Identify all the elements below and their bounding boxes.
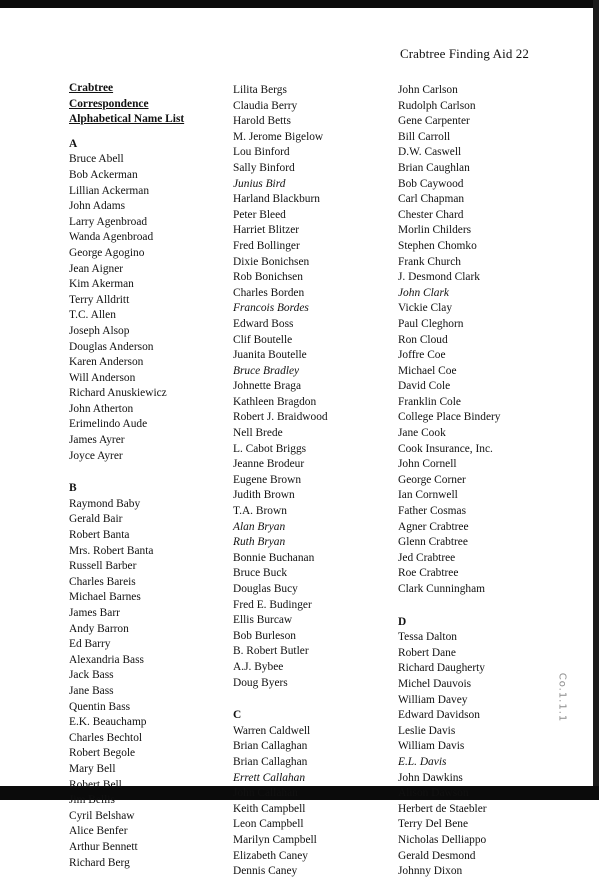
correspondent-name: Will Anderson	[69, 371, 136, 384]
correspondent-name: James Ayrer	[69, 434, 125, 447]
handwritten-margin-note: Co.1.1.1	[556, 672, 568, 723]
correspondent-name: Karen Anderson	[69, 356, 144, 369]
correspondent-name: Bob Ackerman	[69, 168, 138, 181]
correspondent-name: Terry Alldritt	[69, 293, 130, 306]
correspondent-name: John Carlson	[398, 84, 458, 96]
correspondent-name: Bruce Buck	[233, 567, 288, 580]
header-page-number: 22	[515, 46, 529, 61]
correspondent-name: Bruce Bradley	[233, 364, 300, 377]
name-column-2	[233, 83, 328, 880]
correspondent-name: Stephen Chomko	[398, 239, 477, 252]
correspondent-name: Robert Banta	[69, 529, 130, 542]
correspondent-name: Lilita Bergs	[233, 84, 287, 96]
correspondent-name: Judith Brown	[233, 489, 295, 502]
section-letter-d: D	[398, 615, 407, 628]
correspondent-name: Lillian Ackerman	[69, 184, 150, 197]
correspondent-name: Michel Dauvois	[398, 677, 472, 690]
correspondent-name: Fred Bollinger	[233, 239, 300, 252]
correspondent-name: Robert J. Braidwood	[233, 411, 328, 424]
correspondent-name: Jed Crabtree	[398, 551, 456, 564]
correspondent-name: Raymond Baby	[69, 497, 141, 510]
correspondent-name: Fred E. Budinger	[233, 598, 312, 611]
correspondent-name: Michael Coe	[398, 364, 457, 377]
correspondent-name: Herbert de Staebler	[398, 802, 487, 815]
title-line: Correspondence	[69, 97, 149, 110]
correspondent-name: Russell Barber	[69, 560, 137, 573]
correspondent-name: Robert Bell	[69, 778, 122, 791]
section-letter-a: A	[69, 137, 78, 150]
correspondent-name: Dennis Caney	[233, 865, 298, 878]
correspondent-name: Harriet Blitzer	[233, 224, 300, 237]
correspondent-name: Erimelindo Aude	[69, 418, 148, 431]
page-header	[400, 46, 529, 62]
correspondent-name: Jack Bass	[69, 669, 114, 682]
correspondent-name: Arthur Bennett	[69, 840, 138, 853]
title-line: Alphabetical Name List	[69, 113, 185, 126]
correspondent-name: Wanda Agenbroad	[69, 231, 154, 244]
correspondent-name: John Cornell	[398, 458, 457, 471]
correspondent-name: Joffre Coe	[398, 349, 446, 362]
correspondent-name: Bruce Abell	[69, 153, 124, 166]
correspondent-name: Franklin Cole	[398, 395, 461, 408]
correspondent-name: Terry Del Bene	[398, 818, 469, 831]
correspondent-name: J. Desmond Clark	[398, 271, 480, 284]
correspondent-name: Father Cosmas	[398, 505, 467, 518]
correspondent-name: Errett Callahan	[233, 771, 306, 784]
correspondent-name: James Barr	[69, 607, 120, 619]
correspondent-name: Bob Caywood	[398, 177, 464, 190]
correspondent-name: Alexandria Bass	[69, 653, 144, 666]
document-title	[69, 81, 184, 128]
correspondent-name: Richard Berg	[69, 856, 130, 869]
correspondent-name: Mary Bell	[69, 762, 116, 775]
correspondent-name: Doug Byers	[233, 676, 288, 689]
correspondent-name: Kathleen Bragdon	[233, 395, 317, 408]
correspondent-name: Rob Bonichsen	[233, 271, 303, 284]
correspondent-name: Quentin Bass	[69, 700, 131, 713]
correspondent-name: Warren Caldwell	[233, 724, 311, 737]
correspondent-name: A.J. Bybee	[233, 660, 284, 673]
title-line: Crabtree	[69, 82, 114, 94]
correspondent-name: Ruth Bryan	[233, 536, 286, 549]
correspondent-name: Leon Campbell	[233, 818, 304, 831]
correspondent-name: T.C. Allen	[69, 309, 116, 322]
correspondent-name: T.A. Brown	[233, 505, 287, 518]
correspondent-name: Bob Burleson	[233, 629, 296, 642]
correspondent-name: Dixie Bonichsen	[233, 255, 310, 268]
correspondent-name: Clif Boutelle	[233, 333, 293, 346]
correspondent-name: Paul Cleghorn	[398, 317, 464, 330]
correspondent-name: George Corner	[398, 473, 466, 486]
section-letter-c: C	[233, 709, 242, 722]
correspondent-name: Edward Boss	[233, 317, 294, 330]
name-column-1	[69, 81, 184, 871]
correspondent-name: Peter Bleed	[233, 208, 286, 221]
correspondent-name: Gerald Desmond	[398, 849, 476, 862]
correspondent-name: Frank Church	[398, 255, 461, 268]
correspondent-name: M. Jerome Bigelow	[233, 130, 324, 143]
correspondent-name: Brian Callaghan	[233, 755, 308, 768]
correspondent-name: Lou Binford	[233, 146, 290, 159]
correspondent-name: Michael Barnes	[69, 591, 141, 604]
correspondent-name: L. Cabot Briggs	[233, 442, 307, 455]
correspondent-name: Johnny Dixon	[398, 865, 463, 878]
correspondent-name: Alan Bryan	[233, 520, 286, 533]
correspondent-name: Harland Blackburn	[233, 193, 320, 206]
name-column-3	[398, 83, 501, 880]
correspondent-name: Cyril Belshaw	[69, 809, 135, 822]
correspondent-name: Keith Campbell	[233, 802, 306, 815]
section-gap	[398, 598, 501, 606]
correspondent-name: Robert Dane	[398, 646, 456, 659]
correspondent-name: Ellis Burcaw	[233, 614, 293, 627]
correspondent-name: Jane Bass	[69, 684, 114, 697]
correspondent-name: Jim Bellis	[69, 794, 115, 807]
correspondent-name: George Agogino	[69, 246, 145, 259]
correspondent-name: Joseph Alsop	[69, 324, 130, 337]
correspondent-name: Brian Callaghan	[233, 740, 308, 753]
correspondent-name: Richard Anuskiewicz	[69, 387, 167, 400]
correspondent-name: Kim Akerman	[69, 278, 134, 291]
correspondent-name: Bonnie Buchanan	[233, 551, 315, 564]
correspondent-name: Juanita Boutelle	[233, 349, 307, 362]
correspondent-name: Chester Chard	[398, 208, 464, 221]
correspondent-name: Nell Brede	[233, 427, 283, 440]
correspondent-name: Gene Carpenter	[398, 115, 470, 128]
correspondent-name: Elizabeth Caney	[233, 849, 308, 862]
correspondent-name: William Davey	[398, 693, 468, 706]
correspondent-name: Rudolph Carlson	[398, 99, 476, 112]
correspondent-name: Jeanne Brodeur	[233, 458, 305, 471]
correspondent-name: Jane Cook	[398, 427, 446, 440]
correspondent-name: John Clark	[398, 286, 449, 299]
correspondent-name: Tessa Dalton	[398, 631, 457, 644]
correspondent-name: Douglas Bucy	[233, 583, 298, 595]
correspondent-name: Harold Betts	[233, 115, 291, 128]
correspondent-name: Marilyn Campbell	[233, 833, 317, 846]
correspondent-name: B. Robert Butler	[233, 645, 309, 658]
correspondent-name: Vickie Clay	[398, 302, 453, 315]
correspondent-name: Eugene Brown	[233, 473, 302, 486]
correspondent-name: E.K. Beauchamp	[69, 716, 147, 729]
correspondent-name: Leslie Davis	[398, 724, 456, 737]
correspondent-name: Charles Bechtol	[69, 731, 143, 744]
header-title: Crabtree Finding Aid	[399, 46, 513, 61]
correspondent-name: Jean Aigner	[69, 262, 124, 275]
correspondent-name: Sally Binford	[233, 161, 295, 174]
correspondent-name: Ron Cloud	[398, 333, 448, 346]
correspondent-name: Junius Bird	[233, 177, 286, 190]
correspondent-name: Charles Borden	[233, 286, 305, 299]
correspondent-name: Cook Insurance, Inc.	[398, 442, 493, 455]
correspondent-name: Glenn Crabtree	[398, 536, 468, 549]
correspondent-name: Charles Bareis	[69, 575, 136, 588]
correspondent-name: Clark Cunningham	[398, 583, 486, 595]
correspondent-name: Alison Dawson	[398, 787, 469, 800]
section-letter-b: B	[69, 482, 77, 495]
correspondent-name: Gerald Bair	[69, 513, 123, 526]
correspondent-name: Francois Bordes	[233, 302, 309, 315]
correspondent-name: Alice Benfer	[69, 825, 128, 838]
correspondent-name: Brian Caughlan	[398, 161, 470, 174]
correspondent-name: David Cole	[398, 380, 451, 393]
scan-border-right	[593, 0, 599, 800]
correspondent-name: Carl Chapman	[398, 193, 465, 206]
correspondent-name: Larry Agenbroad	[69, 215, 148, 228]
correspondent-name: D.W. Caswell	[398, 146, 462, 159]
correspondent-name: Robert Begole	[69, 747, 136, 760]
correspondent-name: Mrs. Robert Banta	[69, 544, 154, 557]
correspondent-name: John Adams	[69, 200, 126, 213]
correspondent-name: Ian Cornwell	[398, 489, 458, 502]
correspondent-name: John Dawkins	[398, 771, 463, 784]
section-gap	[69, 464, 184, 472]
correspondent-name: Bill Carroll	[398, 130, 451, 143]
correspondent-name: Agner Crabtree	[398, 520, 469, 533]
correspondent-name: Nicholas Delliappo	[398, 833, 487, 846]
correspondent-name: John Callahan	[233, 787, 298, 800]
correspondent-name: Richard Daugherty	[398, 662, 485, 675]
correspondent-name: Roe Crabtree	[398, 567, 459, 580]
correspondent-name: Johnette Braga	[233, 380, 302, 393]
correspondent-name: Morlin Childers	[398, 224, 472, 237]
correspondent-name: Joyce Ayrer	[69, 449, 123, 462]
correspondent-name: Andy Barron	[69, 622, 129, 635]
correspondent-name: John Atherton	[69, 402, 134, 415]
correspondent-name: Ed Barry	[69, 638, 111, 651]
correspondent-name: Edward Davidson	[398, 709, 480, 722]
section-gap	[233, 691, 328, 699]
correspondent-name: College Place Bindery	[398, 411, 501, 424]
correspondent-name: E.L. Davis	[398, 755, 447, 768]
correspondent-name: Claudia Berry	[233, 99, 298, 112]
scan-border-top	[0, 0, 599, 8]
correspondent-name: Douglas Anderson	[69, 340, 154, 353]
correspondent-name: William Davis	[398, 740, 465, 753]
